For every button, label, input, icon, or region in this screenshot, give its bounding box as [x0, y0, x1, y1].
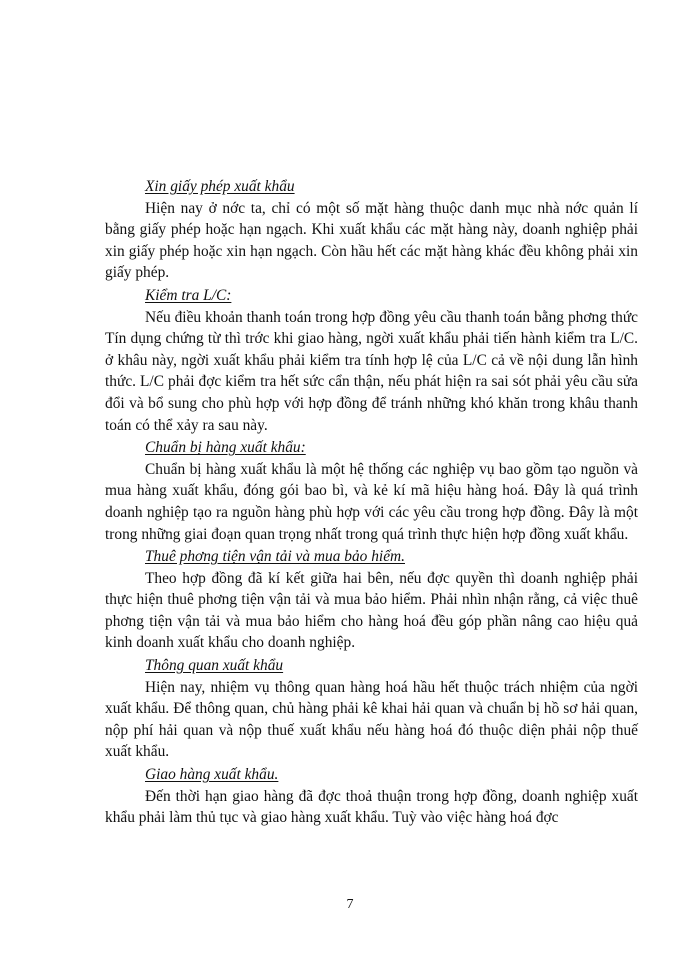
section-heading-lc-check: Kiểm tra L/C: [145, 286, 232, 304]
page-body [105, 176, 638, 830]
section-heading-export-license: Xin giấy phép xuất khẩu [145, 178, 295, 195]
section-paragraph-export-license: Hiện nay ở nớc ta, chỉ có một số mặt hàng thuộc danh mục nhà nớc quản lí bằng giấy phép hoặc hạn ngạch. Khi xuất khẩu các mặt hàng này, doanh nghiệp phải xin giấy phép hoặc xin hạn ngạch. Còn hầu hết các mặt hàng khác đều không phải xin giấy phép. [105, 199, 638, 282]
page-number: 7 [346, 897, 354, 912]
section-paragraph-prepare-goods: Chuẩn bị hàng xuất khẩu là một hệ thống các nghiệp vụ bao gồm tạo nguồn và mua hàng xuất khẩu, đóng gói bao bì, và kẻ kí mã hiệu hàng hoá. Đây là quá trình doanh nghiệp tạo ra nguồn hàng phù hợp với các yêu cầu trong hợp đồng. Đây là một trong những giai đoạn quan trọng nhất trong quá trình thực hiện hợp đồng xuất khẩu. [105, 460, 638, 543]
section-paragraph-transport-insurance: Theo hợp đồng đã kí kết giữa hai bên, nếu đợc quyền thì doanh nghiệp phải thực hiện thuê phơng tiện vận tải và mua bảo hiểm. Phải nhìn nhận rằng, cả việc thuê phơng tiện vận tải và mua bảo hiểm cho hàng hoá đều góp phần nâng cao hiệu quả kinh doanh xuất khẩu cho doanh nghiệp. [105, 569, 638, 652]
section-heading-delivery: Giao hàng xuất khẩu. [145, 766, 279, 784]
section-heading-customs-clearance: Thông quan xuất khẩu [145, 657, 284, 675]
section-paragraph-lc-check: Nếu điều khoản thanh toán trong hợp đồng yêu cầu thanh toán bằng phơng thức Tín dụng chứng từ thì trớc khi giao hàng, ngời xuất khẩu phải tiến hành kiểm tra L/C. ở khâu này, ngời xuất khẩu phải kiểm tra tính hợp lệ của L/C cả về nội dung lẫn hình thức. L/C phải đợc kiểm tra hết sức cẩn thận, nếu phát hiện ra sai sót phải yêu cầu sửa đổi và bổ sung cho phù hợp với hợp đồng để tránh những khó khăn trong khâu thanh toán có thể xảy ra sau này. [105, 308, 638, 434]
section-paragraph-delivery: Đến thời hạn giao hàng đã đợc thoả thuận trong hợp đồng, doanh nghiệp xuất khẩu phải làm thủ tục và giao hàng xuất khẩu. Tuỳ vào việc hàng hoá đợc [105, 787, 638, 827]
section-heading-prepare-goods: Chuẩn bị hàng xuất khẩu: [145, 439, 306, 457]
section-paragraph-customs-clearance: Hiện nay, nhiệm vụ thông quan hàng hoá hầu hết thuộc trách nhiệm của ngời xuất khẩu. Để thông quan, chủ hàng phải kê khai hải quan và chuẩn bị hồ sơ hải quan, nộp phí hải quan và nộp thuế xuất khẩu nếu hàng hoá đó thuộc diện phải nộp thuế xuất khẩu. [105, 678, 638, 761]
section-heading-transport-insurance: Thuê phơng tiện vận tải và mua bảo hiểm. [145, 548, 405, 566]
